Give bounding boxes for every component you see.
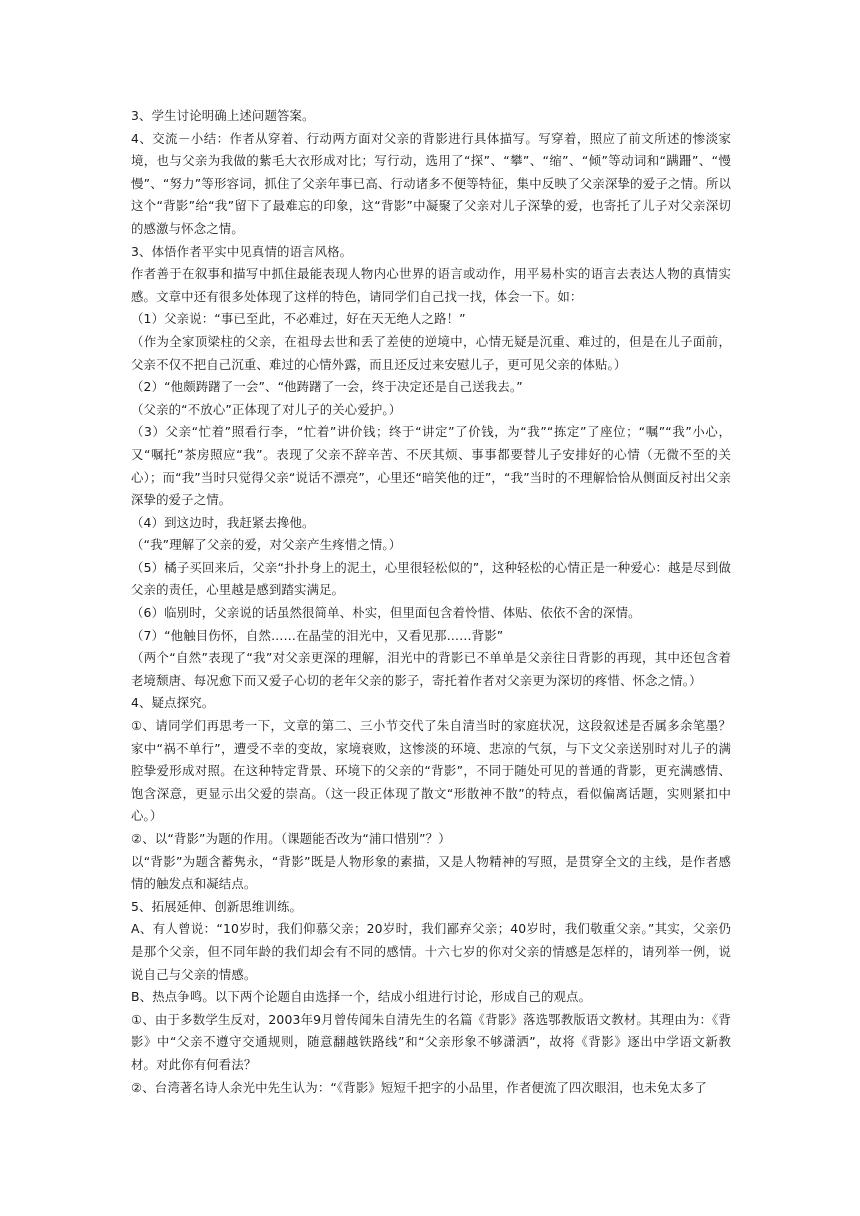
paragraph: （7）“他触目伤怀，自然……在晶莹的泪光中，又看见那……背影” <box>131 627 504 643</box>
paragraph: B、热点争鸣。以下两个论题自由选择一个，结成小组进行讨论，形成自己的观点。 <box>131 989 592 1005</box>
paragraph: 3、体悟作者平实中见真情的语言风格。 <box>131 243 353 259</box>
paragraph: ②、台湾著名诗人余光中先生认为：“《背影》短短千把字的小品里，作者便流了四次眼泪，也未免太多了 <box>131 1079 707 1095</box>
paragraph: （作为全家顶梁柱的父亲，在祖母去世和丢了差使的逆境中，心情无疑是沉重、难过的，但是在儿子面前，父亲不仅不把自己沉重、难过的心情外露，而且还反过来安慰儿子，更可见父亲的体贴。） <box>131 333 731 372</box>
document-body <box>131 105 731 1099</box>
paragraph: （两个“自然”表现了“我”对父亲更深的理解，泪光中的背影已不单单是父亲往日背影的再现，其中还包含着老境颓唐、每况愈下而又爱子心切的老年父亲的影子，寄托着作者对父亲更为深切的疼惜、怀念之情。） <box>131 650 731 688</box>
paragraph: （“我”理解了父亲的爱，对父亲产生疼惜之情。） <box>131 537 402 553</box>
paragraph: 4、疑点探究。 <box>131 695 215 711</box>
paragraph: A、有人曾说：“10岁时，我们仰慕父亲；20岁时，我们鄙弃父亲；40岁时，我们敬重父亲。”其实，父亲仍是那个父亲，但不同年龄的我们却会有不同的感情。十六七岁的你对父亲的情感是怎样的，请列举一例，说说自己与父亲的情感。 <box>131 921 731 982</box>
paragraph: 4、交流－小结：作者从穿着、行动两方面对父亲的背影进行具体描写。写穿着，照应了前文所述的惨淡家境，也与父亲为我做的紫毛大衣形成对比；写行动，选用了“探”、“攀”、“缩”、“倾”等动词和“蹒跚”、“慢慢”、“努力”等形容词，抓住了父亲年事已高、行动诸多不便等特征，集中反映了父亲深挚的爱子之情。所以这个“背影”给“我”留下了最难忘的印象，这“背影”中凝聚了父亲对儿子深挚的爱，也寄托了儿子对父亲深切的感激与怀念之情。 <box>131 130 731 236</box>
paragraph: （3）父亲“忙着”照看行李，“忙着”讲价钱；终于“讲定”了价钱，为“我”“拣定”了座位；“嘱”“我”小心，又“嘱托”茶房照应“我”。表现了父亲不辞辛苦、不厌其烦、事事都要替儿子安排好的心情（无微不至的关心）；而“我”当时只觉得父亲“说话不漂亮”，心里还“暗笑他的迂”，“我”当时的不理解恰恰从侧面反衬出父亲深挚的爱子之情。 <box>131 424 731 508</box>
paragraph: （5）橘子买回来后，父亲“扑扑身上的泥土，心里很轻松似的”，这种轻松的心情正是一种爱心：越是尽到做父亲的责任，心里越是感到踏实满足。 <box>131 559 731 598</box>
paragraph: （2）“他颇踌躇了一会”、“他踌躇了一会，终于决定还是自己送我去。” <box>131 379 523 395</box>
paragraph: 5、拓展延伸、创新思维训练。 <box>131 898 303 914</box>
paragraph: 3、学生讨论明确上述问题答案。 <box>131 108 315 123</box>
paragraph: ①、由于多数学生反对，2003年9月曾传闻朱自清先生的名篇《背影》落选鄂教版语文教材。其理由为：《背影》中“父亲不遵守交通规则，随意翻越铁路线”和“父亲形象不够潇洒”，故将《背影》逐出中学语文新教材。对此你有何看法？ <box>131 1011 731 1072</box>
paragraph: ①、请同学们再思考一下，文章的第二、三小节交代了朱自清当时的家庭状况，这段叙述是否属多余笔墨？家中“祸不单行”，遭受不幸的变故，家境衰败，这惨淡的环境、悲凉的气氛，与下文父亲送别时对儿子的满腔挚爱形成对照。在这种特定背景、环境下的父亲的“背影”，不同于随处可见的普通的背影，更充满感情、饱含深意，更显示出父爱的崇高。（这一段正体现了散文“形散神不散”的特点，看似偏离话题，实则紧扣中心。） <box>131 718 731 824</box>
paragraph: （父亲的“不放心”正体现了对儿子的关心爱护。） <box>131 401 402 417</box>
paragraph: ②、以“背影”为题的作用。（课题能否改为“浦口惜别”？） <box>131 831 451 846</box>
paragraph: （1）父亲说：“事已至此，不必难过，好在天无绝人之路！” <box>131 311 466 327</box>
paragraph: （4）到这边时，我赶紧去搀他。 <box>131 514 315 530</box>
paragraph: 作者善于在叙事和描写中抓住最能表现人物内心世界的语言或动作，用平易朴实的语言去表达人物的真情实感。文章中还有很多处体现了这样的特色，请同学们自己找一找，体会一下。如： <box>131 266 731 304</box>
paragraph: （6）临别时，父亲说的话虽然很简单、朴实，但里面包含着怜惜、体贴、依依不舍的深情。 <box>131 605 641 621</box>
paragraph: 以“背影”为题含蓄隽永，“背影”既是人物形象的素描，又是人物精神的写照，是贯穿全文的主线，是作者感情的触发点和凝结点。 <box>131 853 731 892</box>
